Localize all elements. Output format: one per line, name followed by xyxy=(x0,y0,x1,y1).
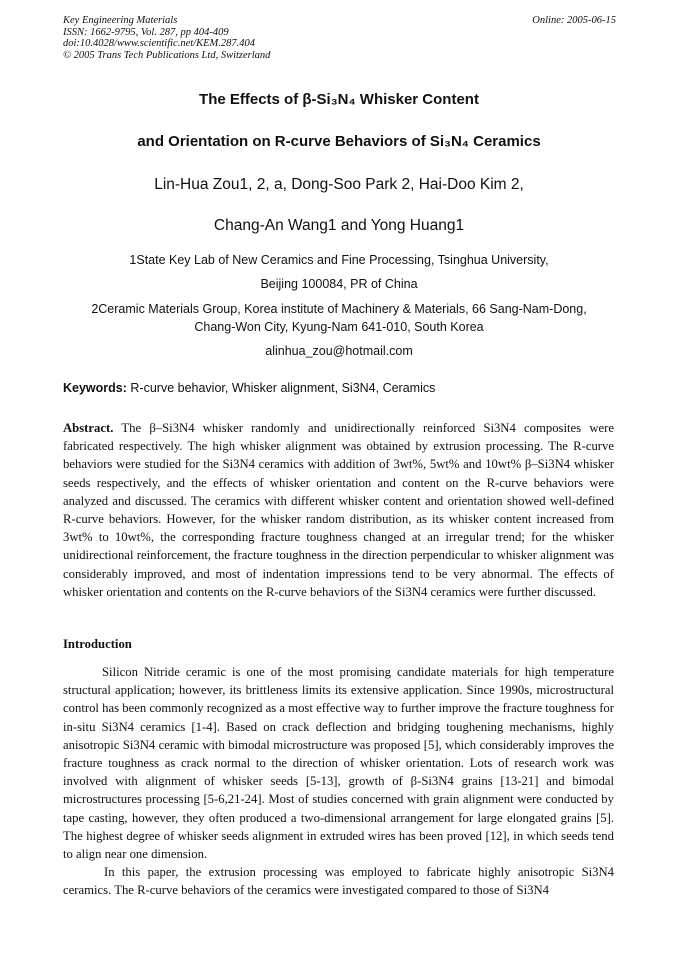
doi-line: doi:10.4028/www.scientific.net/KEM.287.404 xyxy=(63,38,255,49)
affiliation-2-line-2: Chang-Won City, Kyung-Nam 641-010, South Korea xyxy=(194,320,484,334)
introduction-body xyxy=(63,663,614,900)
intro-paragraph-2: In this paper, the extrusion processing was employed to fabricate highly anisotropic Si3N4 ceramics. The R-curve behaviors of the ceramics were investigated compared to those of Si3N4 xyxy=(63,865,614,898)
journal-header xyxy=(63,15,270,61)
keywords xyxy=(63,381,435,395)
issn-line: ISSN: 1662-9795, Vol. 287, pp 404-409 xyxy=(63,26,229,38)
paper-title-line-1: The Effects of β-Si₃N₄ Whisker Content xyxy=(199,91,479,108)
intro-paragraph-1: Silicon Nitride ceramic is one of the most promising candidate materials for high temperature structural application; however, its brittleness limits its extensive application. Since 1990s, microstructural control has been commonly recognized as a most effective way to further improve the fracture toughness for in-situ Si3N4 ceramics [1-4]. Based on crack deflection and bridging toughening mechanisms, highly anisotropic Si3N4 ceramic with bimodal microstructure was proposed [5], which considerably improves the fracture toughness as crack normal to the direction of whisker orientation. Lots of research work was involved with alignment of whisker seeds [5-13], growth of β-Si3N4 grains [13-21] and bimodal microstructures processing [5-6,21-24]. Most of studies concerned with grain alignment were conducted by tape casting, however, they often produced a two-dimensional arrangement for large elongated grains [5]. The highest degree of whisker seeds alignment in extruded wires has been proved [12], in which seeds tend to align near one dimension. xyxy=(63,665,614,862)
keywords-label: Keywords: xyxy=(63,381,127,395)
abstract-text: The β–Si3N4 whisker randomly and unidirectionally reinforced Si3N4 composites were fabricated respectively. The high whisker alignment was obtained by extrusion processing. The R-curve behaviors were studied for the Si3N4 ceramics with addition of 3wt%, 5wt% and 10wt% β–Si3N4 whisker seeds respectively, and the effects of whisker orientation and content on the R-curve behaviors were analyzed and discussed. The ceramics with different whisker content and orientation showed well-defined R-curve behaviors. However, for the whisker random distribution, as its whisker content increased from 3wt% to 10wt%, the corresponding fracture toughness changed at an irregular trend; for the whisker unidirectional reinforcement, the fracture toughness in the direction perpendicular to whisker alignment was considerably improved, and most of indentation impressions tend to be very abnormal. The effects of whisker orientation and contents on the R-curve behaviors of the Si3N4 ceramics were further discussed. xyxy=(63,421,614,599)
affiliation-1-line-2: Beijing 100084, PR of China xyxy=(260,277,418,291)
affiliation-2-line-1: 2Ceramic Materials Group, Korea institute of Machinery & Materials, 66 Sang-Nam-Dong, xyxy=(91,302,587,316)
abstract-label: Abstract. xyxy=(63,421,114,435)
authors-line-2: Chang-An Wang1 and Yong Huang1 xyxy=(213,217,465,234)
journal-name: Key Engineering Materials xyxy=(63,15,178,26)
keywords-text: R-curve behavior, Whisker alignment, Si3N4, Ceramics xyxy=(130,381,436,395)
abstract xyxy=(63,419,614,601)
online-date: Online: 2005-06-15 xyxy=(532,15,616,26)
affiliation-1-line-1: 1State Key Lab of New Ceramics and Fine Processing, Tsinghua University, xyxy=(129,253,549,267)
author-email[interactable]: alinhua_zou@hotmail.com xyxy=(265,344,413,358)
authors-line-1: Lin-Hua Zou1, 2, a, Dong-Soo Park 2, Hai-Doo Kim 2, xyxy=(154,176,524,193)
copyright-line: © 2005 Trans Tech Publications Ltd, Switzerland xyxy=(63,49,271,61)
paper-title-line-2: and Orientation on R-curve Behaviors of Si₃N₄ Ceramics xyxy=(137,133,541,150)
section-heading-introduction: Introduction xyxy=(63,637,132,651)
